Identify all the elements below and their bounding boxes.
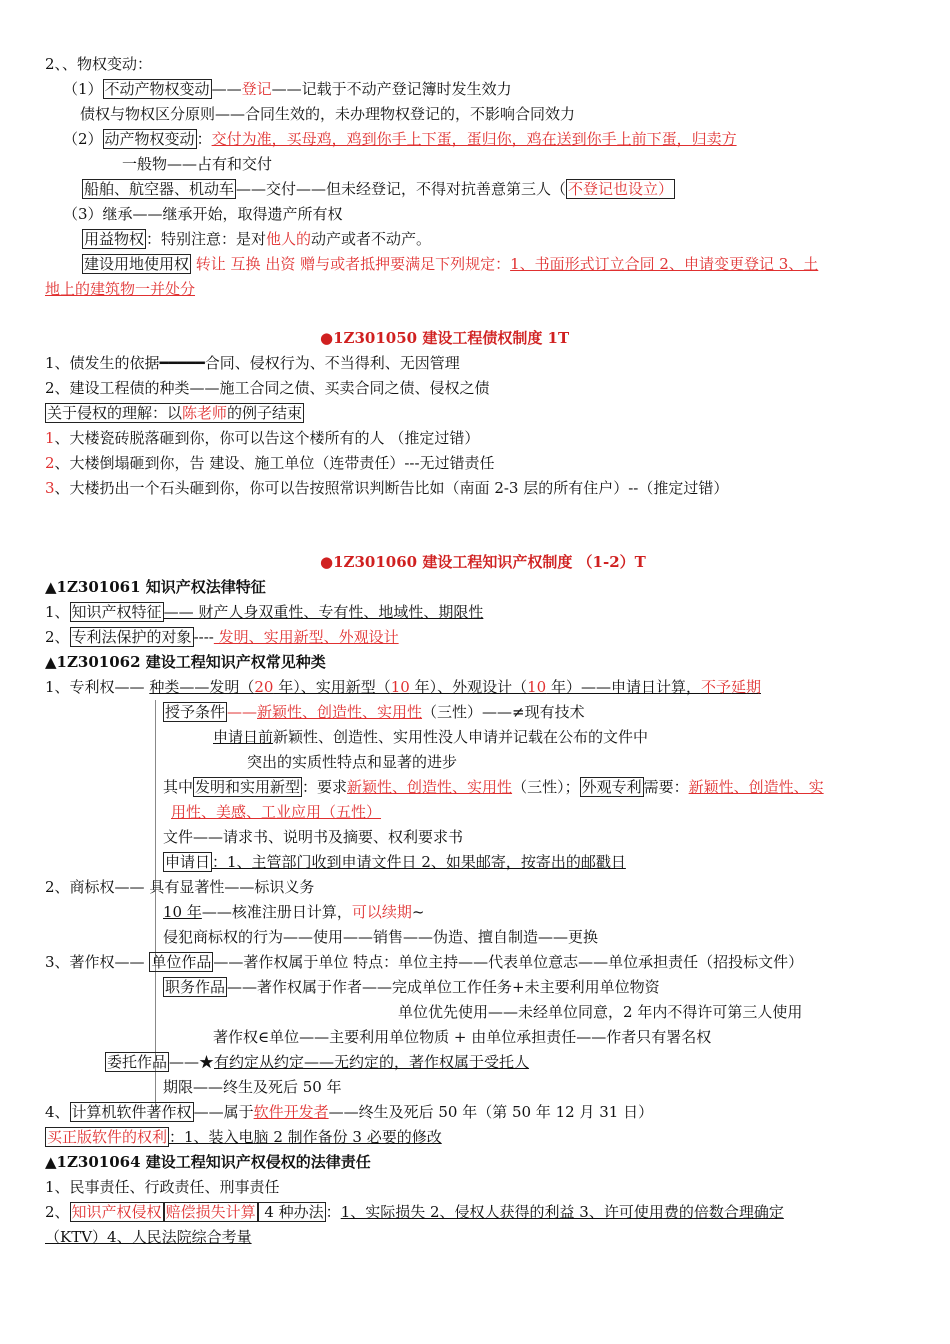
text-line: 其中 发明和实用新型 ：要求新颖性、创造性、实用性（三性）； 外观专利 需要：新颖性、创造性、实 (163, 778, 824, 796)
text-line: 4、 计算机软件著作权 ——属于软件开发者——终生及死后 50 年（第 50 年 12 月 31 日） (45, 1103, 654, 1121)
text-line: 1、债发生的依据━━━━━合同、侵权行为、不当得利、无因管理 (45, 354, 460, 372)
text-line: 债权与物权区分原则——合同生效的，未办理物权登记的，不影响合同效力 (80, 105, 576, 123)
text-line: 地上的建筑物一并处分 (45, 280, 196, 298)
text-line: （KTV）4、人民法院综合考量 (45, 1228, 252, 1246)
text-line: 职务作品 ——著作权属于作者——完成单位工作任务+未主要利用单位物资 (165, 978, 660, 996)
section-title: ●1Z301060 建设工程知识产权制度 （1-2）T (320, 553, 646, 571)
list-item: 3、大楼扔出一个石头砸到你，你可以告按照常识判断告比如（南面 2-3 层的所有住户）--（推定过错） (45, 479, 729, 497)
text-line: 单位优先使用——未经单位同意，2 年内不得许可第三人使用 (398, 1003, 803, 1021)
text-line: 一般物——占有和交付 (122, 155, 273, 173)
text-line: 文件——请求书、说明书及摘要、权利要求书 (163, 828, 464, 846)
text-line: （2） 动产物权变动 ：交付为准，买母鸡，鸡到你手上下蛋，蛋归你，鸡在送到你手上前下蛋，归卖方 (63, 130, 737, 148)
text-line: 用性、美感、工业应用（五性） (171, 803, 382, 821)
section-title: ●1Z301050 建设工程债权制度 1T (320, 329, 570, 347)
subsection-title: ▲1Z301062 建设工程知识产权常见种类 (45, 653, 326, 671)
text-line: 期限——终生及死后 50 年 (163, 1078, 342, 1096)
text-line: 侵犯商标权的行为——使用——销售——伪造、擅自制造——更换 (163, 928, 599, 946)
brace-line (155, 700, 156, 1110)
subsection-title: ▲1Z301061 知识产权法律特征 (45, 578, 266, 596)
text-line: 著作权∈单位——主要利用单位物质 + 由单位承担责任——作者只有署名权 (213, 1028, 712, 1046)
text-line: 用益物权 ：特别注意：是对他人的动产或者不动产。 (84, 230, 432, 248)
list-item: 2、大楼倒塌砸到你，告 建设、施工单位（连带责任）---无过错责任 (45, 454, 495, 472)
text-line: 2、商标权—— 具有显著性——标识义务 (45, 878, 315, 896)
subsection-title: ▲1Z301064 建设工程知识产权侵权的法律责任 (45, 1153, 371, 1171)
text-line: 3、著作权—— 单位作品 ——著作权属于单位 特点：单位主持——代表单位意志——单位承担责任（招投标文件） (45, 953, 804, 971)
text-line: 1、 知识产权特征 —— 财产人身双重性、专有性、地域性、期限性 (45, 603, 484, 621)
text-line: 买正版软件的权利 ：1、装入电脑 2 制作备份 3 必要的修改 (47, 1128, 442, 1146)
list-item: 1、大楼瓷砖脱落砸到你，你可以告这个楼所有的人 （推定过错） (45, 429, 480, 447)
text-line: 委托作品 ——★有约定从约定——无约定的，著作权属于受托人 (107, 1053, 530, 1071)
text-line: 申请日前新颖性、创造性、实用性没人申请并记载在公布的文件中 (213, 728, 649, 746)
text-line: 2、 知识产权侵权 赔偿损失计算 4 种办法 ：1、实际损失 2、侵权人获得的利益 3、许可使用费的倍数合理确定 (45, 1203, 784, 1221)
text-line: 授予条件 ——新颖性、创造性、实用性（三性）——≠现有技术 (165, 703, 585, 721)
text-line: 1、专利权—— 种类——发明（20 年）、实用新型（10 年）、外观设计（10 年）——申请日计算，不予延期 (45, 678, 761, 696)
text-line: 2、、物权变动： (45, 55, 153, 73)
text-line: （3）继承——继承开始，取得遗产所有权 (63, 205, 343, 223)
text-line: （1） 不动产物权变动 ——登记——记载于不动产登记簿时发生效力 (63, 80, 512, 98)
text-line: 突出的实质性特点和显著的进步 (247, 753, 458, 771)
text-line: 10 年——核准注册日计算，可以续期~ (163, 903, 425, 921)
text-line: 船舶、航空器、机动车 ——交付——但未经登记，不得对抗善意第三人（ 不登记也设立） (84, 180, 674, 198)
text-line: 关于侵权的理解：以陈老师的例子结束 (47, 404, 303, 422)
text-line: 建设用地使用权 转让 互换 出资 赠与或者抵押要满足下列规定：1、书面形式订立合同 2、申请变更登记 3、土 (84, 255, 819, 273)
text-line: 2、 专利法保护的对象 ---- 发明、实用新型、外观设计 (45, 628, 399, 646)
text-line: 1、民事责任、行政责任、刑事责任 (45, 1178, 280, 1196)
text-line: 2、建设工程债的种类——施工合同之债、买卖合同之债、侵权之债 (45, 379, 490, 397)
text-line: 申请日 ：1、主管部门收到申请文件日 2、如果邮寄，按寄出的邮戳日 (165, 853, 626, 871)
